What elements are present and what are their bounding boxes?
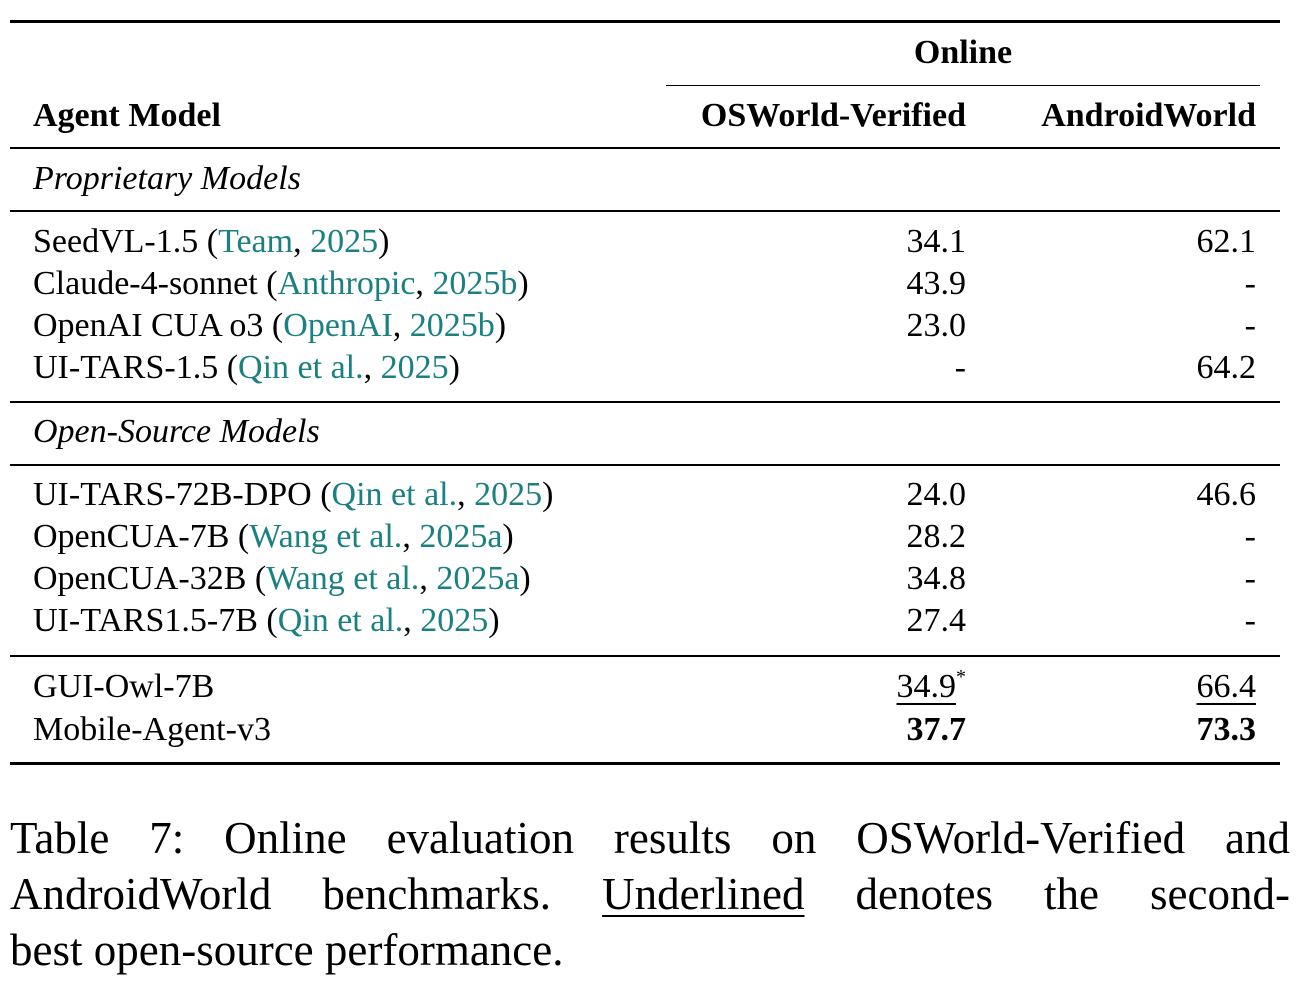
footnote-mark: *	[956, 666, 966, 688]
proprietary-rule	[10, 210, 1280, 212]
caption-line-2: AndroidWorld benchmarks. Underlined denotes the second-	[10, 869, 1290, 919]
citation-year-link[interactable]: 2025a	[436, 560, 520, 597]
online-group-header: Online	[913, 34, 1013, 71]
osworld-value: -	[954, 349, 966, 386]
section-divider-rule	[10, 401, 1280, 403]
citation-year-link[interactable]: 2025	[474, 476, 543, 513]
bottom-rule	[10, 762, 1280, 765]
androidworld-value: -	[1244, 307, 1256, 344]
table-row: OpenCUA-32B (Wang et al., 2025a)	[33, 560, 531, 597]
osworld-value: 23.0	[906, 307, 966, 344]
androidworld-value: -	[1244, 560, 1256, 597]
androidworld-value-second-best: 66.4	[1196, 668, 1256, 705]
header-rule	[10, 147, 1280, 149]
section-title: Proprietary Models	[33, 160, 301, 197]
osworld-value-best: 37.7	[906, 711, 966, 748]
table-row-gui-owl: GUI-Owl-7B	[33, 668, 215, 705]
table-caption	[10, 810, 1290, 978]
table-row: OpenCUA-7B (Wang et al., 2025a)	[33, 518, 514, 555]
androidworld-value: 62.1	[1196, 223, 1256, 260]
citation-link[interactable]: Qin et al.	[238, 349, 364, 386]
table-row: UI-TARS-72B-DPO (Qin et al., 2025)	[33, 476, 554, 513]
osworld-value: 34.1	[906, 223, 966, 260]
citation-year-link[interactable]: 2025b	[409, 307, 495, 344]
osworld-header: OSWorld-Verified	[700, 97, 966, 134]
agent-model-header: Agent Model	[33, 97, 221, 134]
citation-year-link[interactable]: 2025a	[419, 518, 503, 555]
osworld-value: 27.4	[906, 602, 966, 639]
citation-year-link[interactable]: 2025	[420, 602, 489, 639]
androidworld-value: -	[1244, 265, 1256, 302]
osworld-value-second-best: 34.9*	[896, 666, 966, 705]
androidworld-value-best: 73.3	[1196, 711, 1256, 748]
osworld-value: 43.9	[906, 265, 966, 302]
section-title: Open-Source Models	[33, 413, 320, 450]
osworld-value: 24.0	[906, 476, 966, 513]
androidworld-header: AndroidWorld	[1041, 97, 1256, 134]
androidworld-value: 46.6	[1196, 476, 1256, 513]
citation-link[interactable]: Wang et al.	[249, 518, 403, 555]
citation-link[interactable]: OpenAI	[283, 307, 393, 344]
table-row-mobile-agent: Mobile-Agent-v3	[33, 711, 271, 748]
citation-year-link[interactable]: 2025b	[432, 265, 518, 302]
table-row: SeedVL-1.5 (Team, 2025)	[33, 223, 390, 260]
table-row: Claude-4-sonnet (Anthropic, 2025b)	[33, 265, 529, 302]
osworld-value: 28.2	[906, 518, 966, 555]
citation-year-link[interactable]: 2025	[310, 223, 379, 260]
table-row: OpenAI CUA o3 (OpenAI, 2025b)	[33, 307, 507, 344]
caption-underlined-word: Underlined	[602, 869, 805, 919]
androidworld-value: -	[1244, 518, 1256, 555]
opensource-rule	[10, 464, 1280, 466]
androidworld-value: -	[1244, 602, 1256, 639]
citation-link[interactable]: Wang et al.	[266, 560, 420, 597]
citation-link[interactable]: Qin et al.	[331, 476, 458, 513]
osworld-value: 34.8	[906, 560, 966, 597]
top-rule	[10, 20, 1280, 23]
citation-link[interactable]: Team	[218, 223, 294, 260]
androidworld-value: 64.2	[1196, 349, 1256, 386]
ours-rule	[10, 655, 1280, 657]
citation-link[interactable]: Anthropic	[277, 265, 416, 302]
citation-link[interactable]: Qin et al.	[277, 602, 404, 639]
table-row: UI-TARS-1.5 (Qin et al., 2025)	[33, 349, 460, 386]
caption-line-3: best open-source performance.	[10, 925, 564, 975]
citation-year-link[interactable]: 2025	[380, 349, 449, 386]
table-row: UI-TARS1.5-7B (Qin et al., 2025)	[33, 602, 500, 639]
online-cmidrule	[666, 85, 1260, 86]
caption-line-1: Table 7: Online evaluation results on OSWorld-Verified and	[10, 813, 1290, 863]
